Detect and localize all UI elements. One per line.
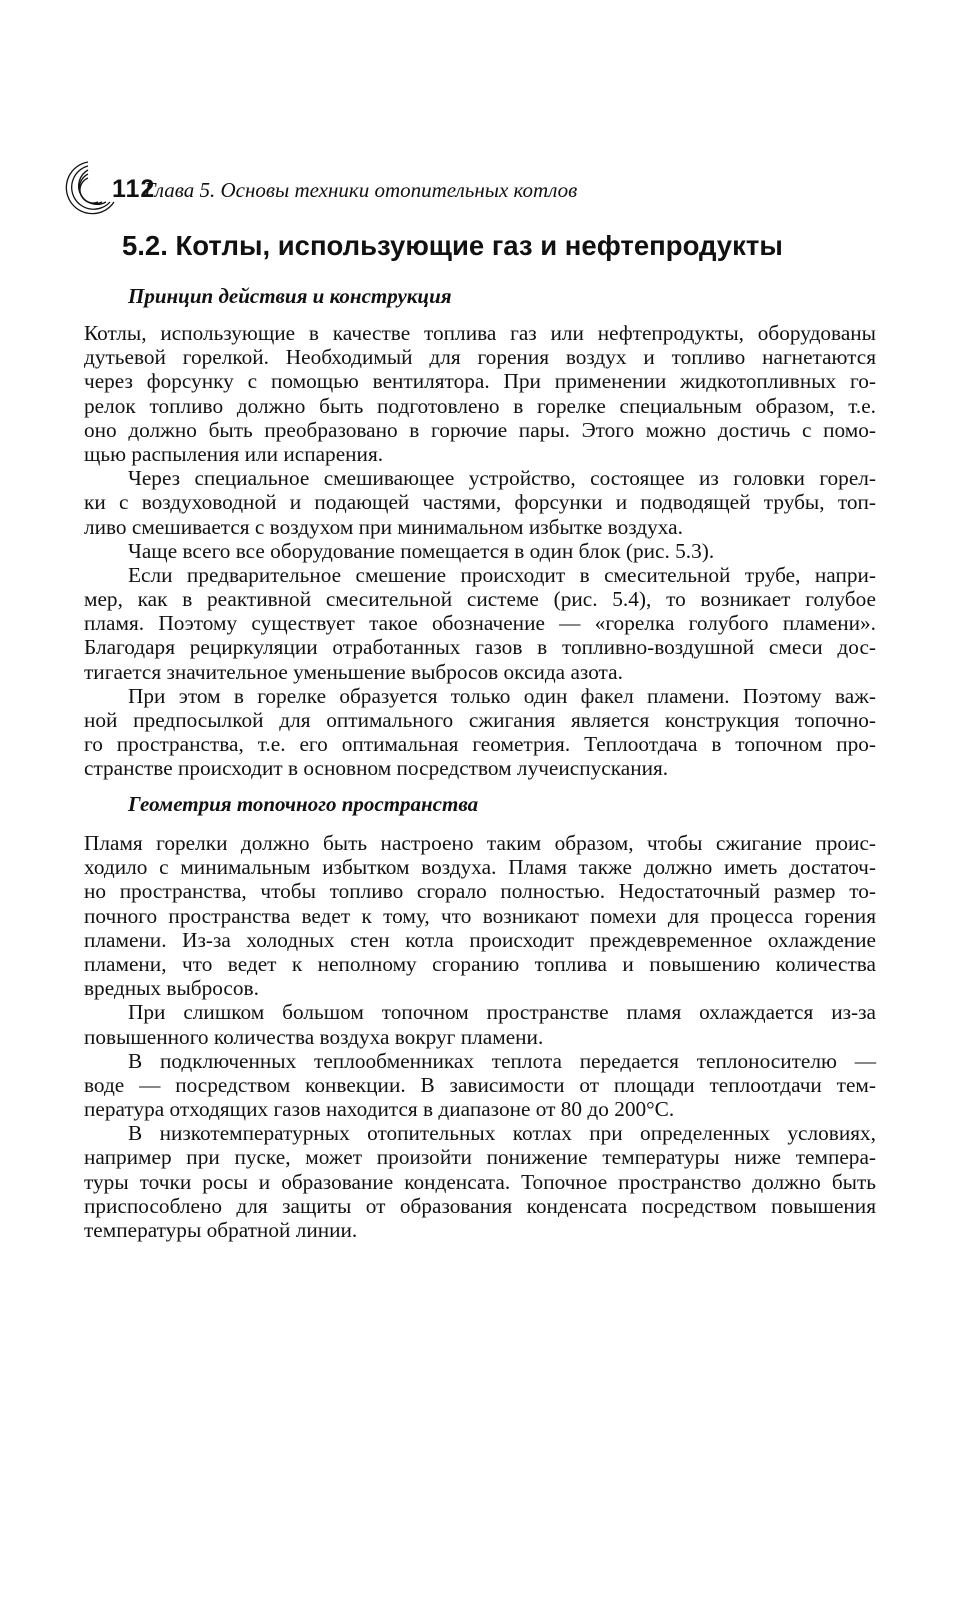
text-line: вредных выбросов. [84,976,259,1001]
paragraph [84,321,876,466]
paragraph [84,539,876,563]
paragraph [84,1049,876,1122]
subheading-geometry: Геометрия топочного пространства [128,792,479,816]
text-line: пература отходящих газов находится в диапазоне от 80 до 200°С. [84,1097,675,1122]
text-line: ки с воздуховодной и подающей частями, форсунки и подводящей трубы, топ- [84,490,876,515]
section-title: 5.2. Котлы, использующие газ и нефтепродукты [122,230,783,261]
text-line: дутьевой горелкой. Необходимый для горения воздух и топливо нагнетаются [84,345,876,370]
text-line: например при пуске, может произойти понижение температуры ниже темпера- [84,1145,876,1170]
subheading-principle: Принцип действия и конструкция [128,284,452,308]
paragraph [84,563,876,684]
text-line: воде — посредством конвекции. В зависимости от площади теплоотдачи тем- [84,1072,876,1097]
text-line: оно должно быть преобразовано в горючие пары. Этого можно достичь с помо- [84,417,876,442]
paragraph [84,1121,876,1242]
text-line: повышенного количества воздуха вокруг пламени. [84,1024,544,1049]
paragraph [84,831,876,1000]
text-line: релок топливо должно быть подготовлено в горелке специальным образом, т.е. [84,393,876,418]
running-title: Глава 5. Основы техники отопительных котлов [144,178,578,202]
text-line: Через специальное смешивающее устройство, состоящее из головки горел- [128,466,876,491]
paragraph [84,684,876,781]
text-line: ливо смешивается с воздухом при минимальном избытке воздуха. [84,514,683,539]
text-line: Благодаря рециркуляции отработанных газов в топливно-воздушной смеси дос- [84,635,876,660]
text-block-principle [84,321,876,781]
page-corner-ornament-icon [58,158,120,220]
text-line: туры точки росы и образование конденсата. Топочное пространство должно быть [84,1169,876,1194]
text-line: Если предварительное смешение происходит в смесительной трубе, напри- [128,562,876,587]
text-line: В низкотемпературных отопительных котлах при определенных условиях, [128,1121,876,1146]
text-line: щью распыления или испарения. [84,441,384,466]
text-line: странстве происходит в основном посредством лучеиспускания. [84,756,669,781]
text-line: ходило с минимальным избытком воздуха. Пламя также должно иметь достаточ- [84,855,876,880]
running-header [58,158,858,220]
text-block-geometry [84,831,876,1242]
text-line: приспособлено для защиты от образования конденсата посредством повышения [84,1193,876,1218]
text-line: пламени. Из-за холодных стен котла происходит преждевременное охлаждение [84,927,876,952]
text-line: пламени, что ведет к неполному сгоранию топлива и повышению количества [84,951,876,976]
text-line: температуры обратной линии. [84,1218,358,1242]
paragraph [84,1000,876,1048]
text-line: В подключенных теплообменниках теплота передается теплоносителю — [128,1048,876,1073]
text-line: Пламя горелки должно быть настроено таким образом, чтобы сжигание проис- [84,831,876,855]
text-line: Чаще всего все оборудование помещается в один блок (рис. 5.3). [128,538,715,563]
page-number: 112 [112,175,156,203]
paragraph [84,466,876,539]
text-line: через форсунку с помощью вентилятора. При применении жидкотопливных го- [84,369,876,394]
text-line: почного пространства ведет к тому, что возникают помехи для процесса горения [84,903,876,928]
text-line: го пространства, т.е. его оптимальная геометрия. Теплоотдача в топочном про- [84,732,876,757]
text-line: При слишком большом топочном пространстве пламя охлаждается из-за [128,1000,876,1025]
text-line: тигается значительное уменьшение выбросов оксида азота. [84,659,623,684]
text-line: но пространства, чтобы топливо сгорало полностью. Недостаточный размер то- [84,879,876,904]
text-line: пламя. Поэтому существует такое обозначение — «горелка голубого пламени». [84,611,876,636]
text-line: Котлы, использующие в качестве топлива газ или нефтепродукты, оборудованы [84,321,876,345]
text-line: мер, как в реактивной смесительной системе (рис. 5.4), то возникает голубое [84,587,876,612]
text-line: При этом в горелке образуется только один факел пламени. Поэтому важ- [128,683,876,708]
text-line: ной предпосылкой для оптимального сжигания является конструкция топочно- [84,708,876,732]
